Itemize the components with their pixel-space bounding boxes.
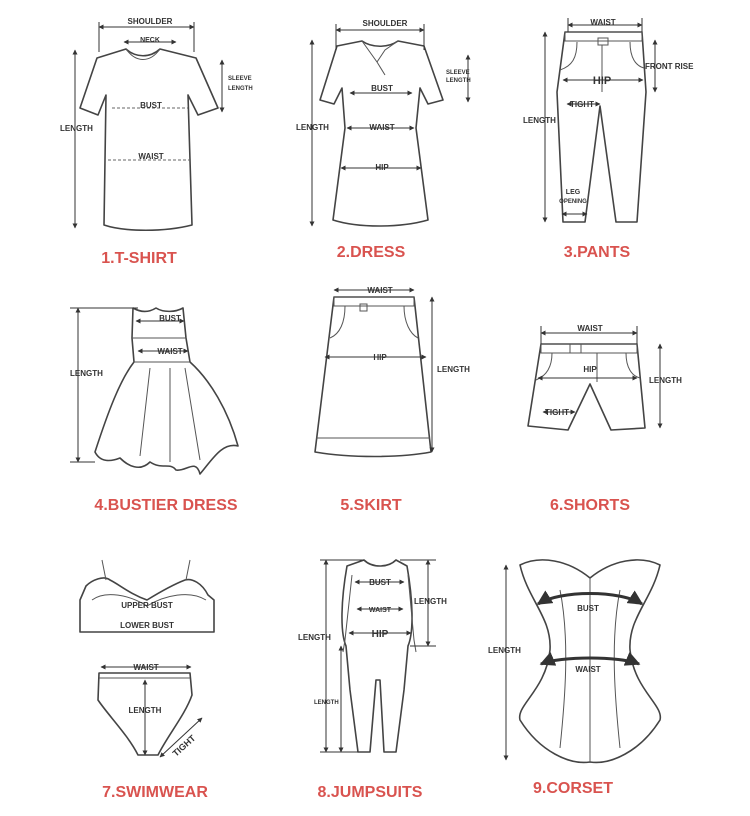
shorts-length-label: LENGTH [649, 376, 682, 385]
dress-title: 2.DRESS [336, 244, 406, 261]
pants-opening-label: OPENING [559, 199, 587, 205]
bustier-waist-label: WAIST [157, 347, 183, 356]
pants-hip-label: HIP [592, 75, 612, 87]
dress-length-label: LENGTH [296, 123, 329, 132]
jumpsuit-top-length-label: LENGTH [414, 597, 447, 606]
skirt-waist-label: WAIST [367, 286, 393, 295]
tshirt-title: 1.T-SHIRT [101, 250, 177, 267]
dress-bust-label: BUST [371, 84, 393, 93]
tshirt-illustration [80, 49, 218, 230]
dress-shoulder-label: SHOULDER [362, 19, 408, 28]
length-label: LENGTH [60, 124, 93, 133]
dress-waist-label: WAIST [369, 123, 395, 132]
shorts-illustration [528, 344, 645, 430]
jumpsuit-bust-label: BUST [369, 578, 391, 587]
shoulder-label: SHOULDER [127, 17, 173, 26]
shorts-panel [528, 324, 682, 514]
shorts-title: 6.SHORTS [549, 497, 631, 514]
bustier-length-label: LENGTH [70, 369, 103, 378]
swimwear-panel [80, 560, 214, 801]
pants-front-rise-label: FRONT RISE [645, 62, 694, 71]
jumpsuit-leg-length-label: LENGTH [314, 700, 339, 706]
dress-hip-label: HIP [375, 163, 389, 172]
pants-leg-label: LEG [565, 189, 581, 196]
skirt-title: 5.SKIRT [340, 497, 402, 514]
pants-panel [523, 18, 694, 261]
dress-sleeve-label: SLEEVE [446, 70, 470, 76]
bustier-dress-title: 4.BUSTIER DRESS [94, 497, 238, 514]
pants-length-label: LENGTH [523, 116, 556, 125]
jumpsuit-length-label: LENGTH [298, 633, 331, 642]
corset-waist-label: WAIST [575, 665, 601, 674]
skirt-hip-label: HIP [373, 353, 387, 362]
bustier-bust-label: BUST [159, 314, 181, 323]
corset-title: 9.CORSET [532, 780, 614, 797]
swimwear-title: 7.SWIMWEAR [102, 784, 208, 801]
neck-label: NECK [140, 37, 160, 44]
jumpsuits-panel [298, 560, 447, 801]
bustier-dress-panel [70, 308, 238, 514]
corset-panel [488, 560, 660, 797]
corset-bust-label: BUST [577, 604, 599, 613]
sleeve-label: SLEEVE [228, 76, 252, 82]
sleeve-length-label: LENGTH [228, 86, 253, 92]
pants-title: 3.PANTS [563, 244, 631, 261]
swimwear-lower-bust-label: LOWER BUST [120, 621, 174, 630]
pants-tight-label: TIGHT [570, 100, 594, 109]
bustier-dress-illustration [95, 308, 238, 474]
skirt-panel [315, 286, 470, 514]
bust-label: BUST [140, 101, 162, 110]
swimwear-tight-label: TIGHT [170, 733, 198, 759]
jumpsuits-title: 8.JUMPSUITS [317, 784, 423, 801]
dress-panel [296, 19, 471, 261]
shorts-tight-label: TIGHT [545, 408, 569, 417]
dress-sleeve-length-label: LENGTH [446, 78, 471, 84]
jumpsuit-waist-label: WAIST [368, 607, 392, 614]
skirt-length-label: LENGTH [437, 365, 470, 374]
corset-length-label: LENGTH [488, 646, 521, 655]
tshirt-panel [60, 17, 253, 267]
swimwear-length-label: LENGTH [128, 706, 162, 715]
skirt-illustration [315, 297, 431, 457]
shorts-waist-label: WAIST [577, 324, 603, 333]
pants-waist-label: WAIST [590, 18, 616, 27]
swimwear-waist-label: WAIST [133, 663, 159, 672]
waist-label: WAIST [138, 152, 164, 161]
shorts-hip-label: HIP [583, 365, 597, 374]
jumpsuit-hip-label: HIP [371, 629, 389, 640]
swimwear-upper-bust-label: UPPER BUST [121, 601, 173, 610]
jumpsuit-illustration [342, 560, 412, 752]
